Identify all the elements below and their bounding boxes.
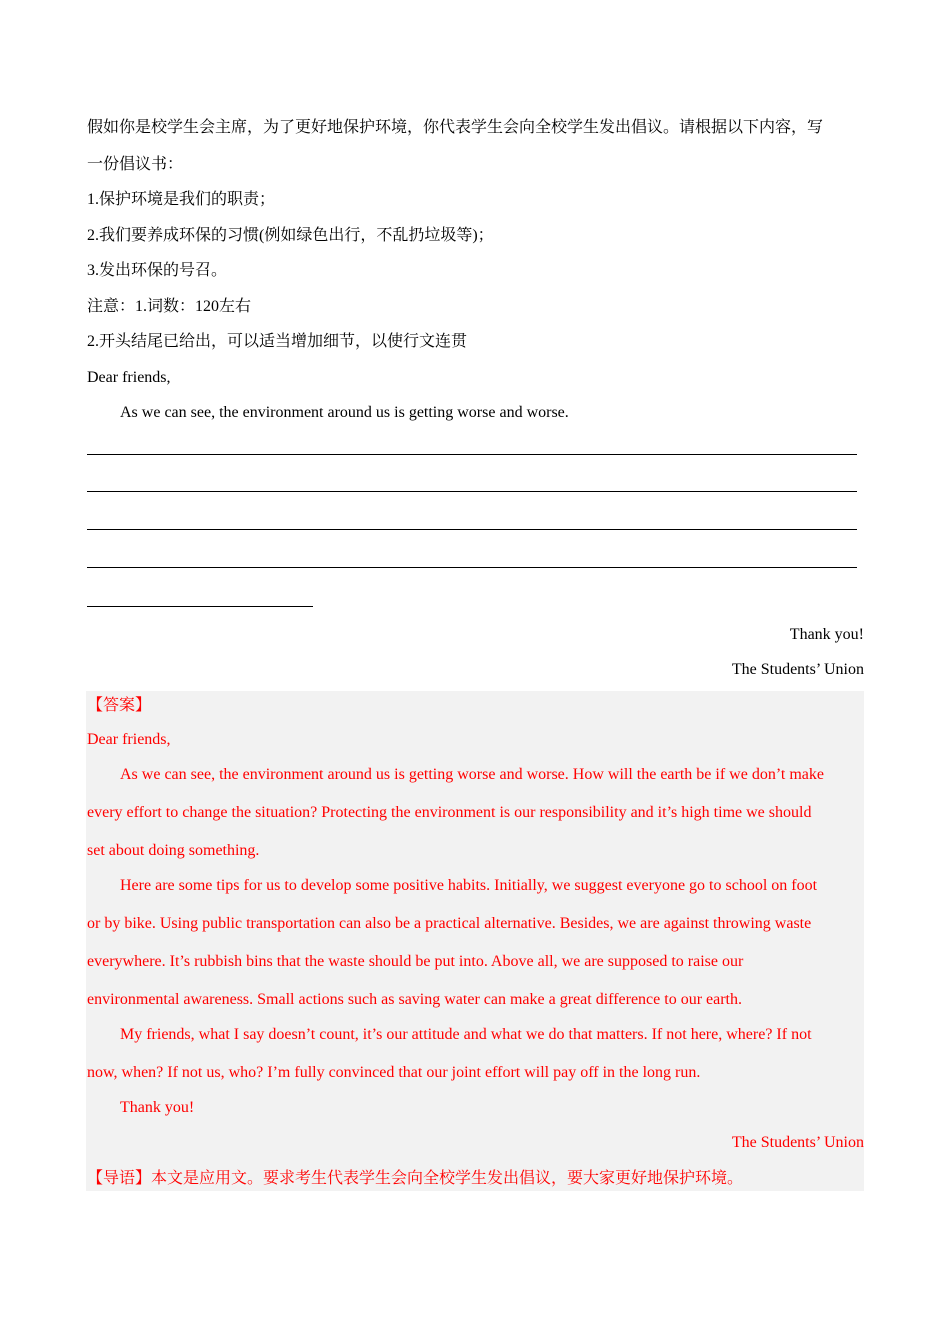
prompt-line-2: 一份倡议书：: [87, 156, 184, 173]
answer-blank-line: [87, 491, 857, 492]
answer-p1-line: set about doing something.: [87, 842, 260, 859]
answer-p2-line: everywhere. It’s rubbish bins that the waste should be put into. Above all, we are supposed to raise our: [87, 953, 744, 970]
prompt-note-1: 注意：1.词数：120左右: [87, 298, 252, 315]
answer-label: 【答案】: [87, 697, 152, 714]
template-opening: As we can see, the environment around us is getting worse and worse.: [120, 404, 569, 421]
prompt-line-1: 假如你是校学生会主席，为了更好地保护环境，你代表学生会向全校学生发出倡议。请根据以下内容，写: [87, 119, 824, 136]
answer-blank-line: [87, 529, 857, 530]
answer-p3-line: My friends, what I say doesn’t count, it’s our attitude and what we do that matters. If not here, where? If not: [120, 1026, 812, 1043]
prompt-point-3: 3.发出环保的号召。: [87, 262, 228, 279]
answer-p3-line: now, when? If not us, who? I’m fully convinced that our joint effort will pay off in the long run.: [87, 1064, 701, 1081]
answer-signature: The Students’ Union: [731, 1134, 864, 1151]
prompt-point-2: 2.我们要养成环保的习惯(例如绿色出行，不乱扔垃圾等)；: [87, 227, 494, 244]
guide-line: [87, 1169, 743, 1189]
guide-label: 【导语】: [87, 1170, 152, 1187]
guide-text: 本文是应用文。要求考生代表学生会向全校学生发出倡议，要大家更好地保护环境。: [151, 1170, 744, 1187]
template-closing: Thank you!: [789, 626, 864, 643]
answer-greeting: Dear friends,: [87, 731, 171, 748]
prompt-note-2: 2.开头结尾已给出，可以适当增加细节，以使行文连贯: [87, 333, 468, 350]
answer-blank-line: [87, 454, 857, 455]
answer-p2-line: or by bike. Using public transportation can also be a practical alternative. Besides, we are against throwing waste: [87, 915, 812, 932]
answer-p1-line: every effort to change the situation? Protecting the environment is our responsibility and it’s high time we should: [87, 804, 812, 821]
answer-closing: Thank you!: [120, 1099, 195, 1116]
answer-p2-line: environmental awareness. Small actions such as saving water can make a great difference to our earth.: [87, 991, 742, 1008]
template-signature: The Students’ Union: [731, 661, 864, 678]
answer-p1-line: As we can see, the environment around us is getting worse and worse. How will the earth be if we don’t make: [120, 766, 824, 783]
prompt-point-1: 1.保护环境是我们的职责；: [87, 191, 276, 208]
answer-blank-line: [87, 567, 857, 568]
answer-p2-line: Here are some tips for us to develop some positive habits. Initially, we suggest everyone go to school on foot: [120, 877, 818, 894]
answer-blank-line-short: [87, 606, 313, 607]
template-greeting: Dear friends,: [87, 369, 171, 386]
